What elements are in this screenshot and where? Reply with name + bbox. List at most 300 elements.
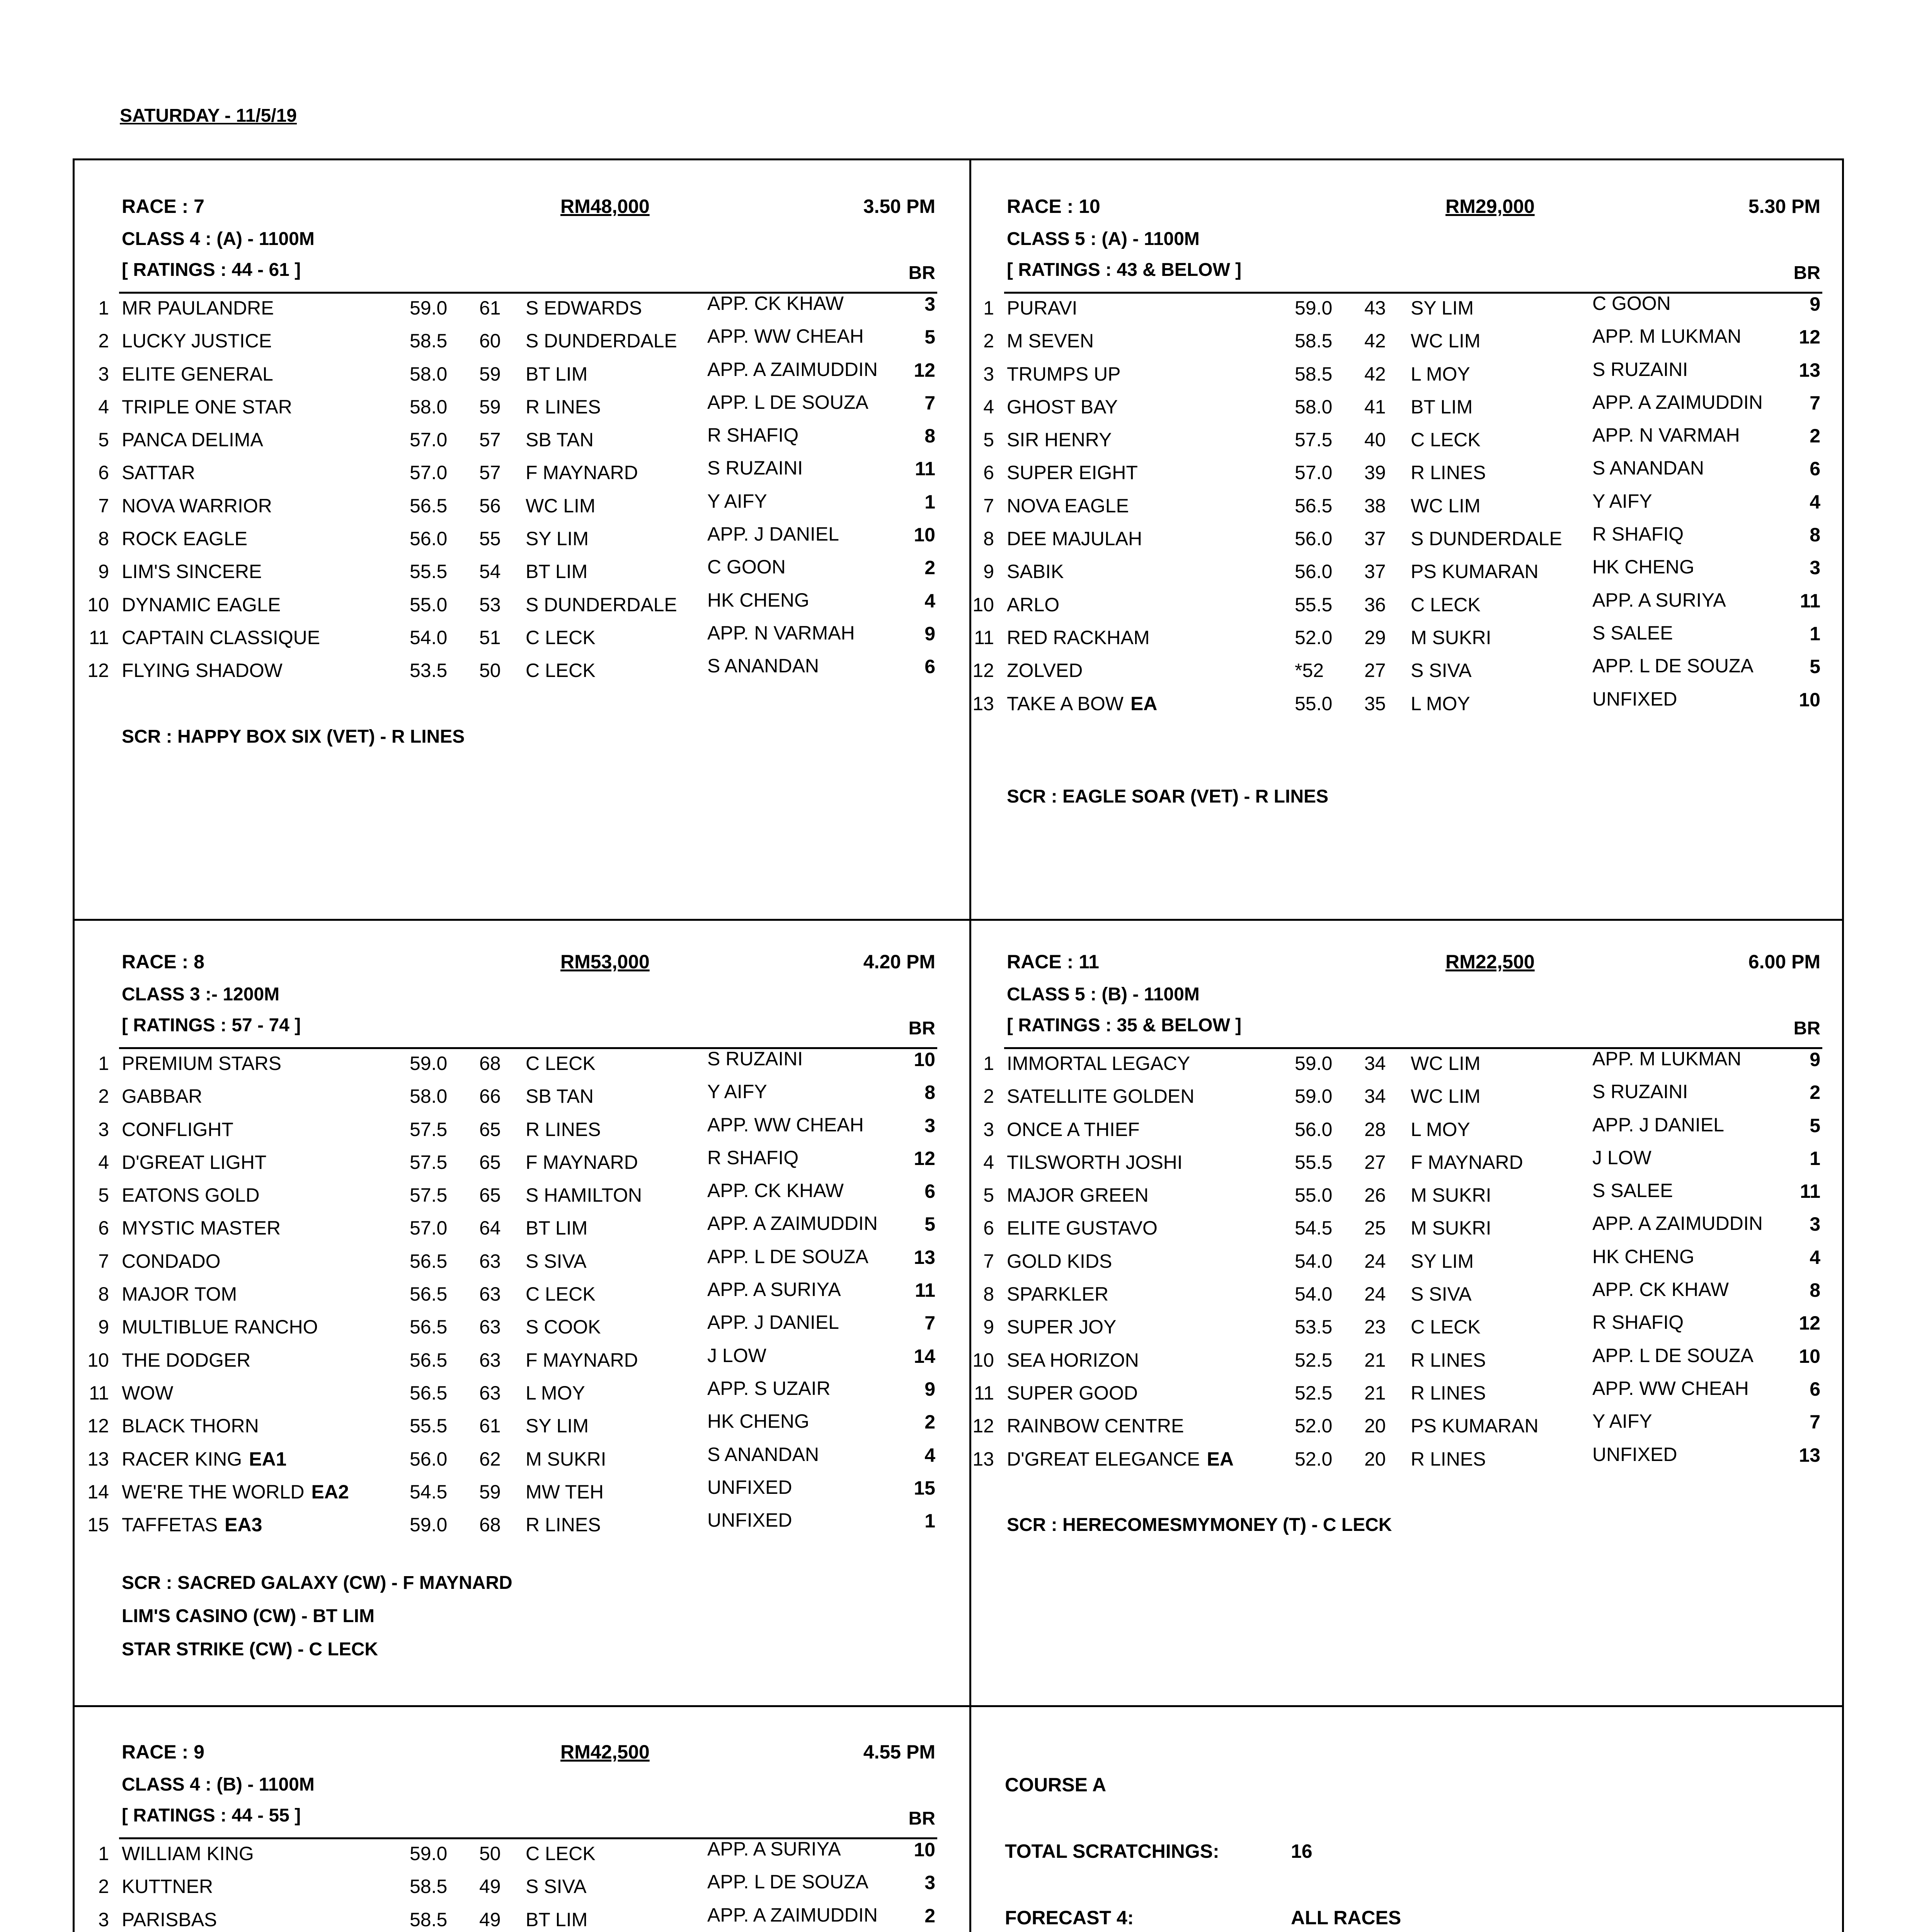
horse-name-text: TILSWORTH JOSHI: [1007, 1151, 1183, 1173]
runner-number: 3: [98, 363, 109, 385]
barrier-draw: 13: [1799, 1444, 1820, 1466]
runner-number: 5: [98, 429, 109, 451]
horse-name-text: MR PAULANDRE: [122, 297, 274, 319]
note-label: FORECAST 4:: [1005, 1907, 1134, 1929]
barrier-draw: 2: [924, 1411, 935, 1433]
scratching-line: SCR : HAPPY BOX SIX (VET) - R LINES: [122, 726, 465, 747]
race-class: CLASS 5 : (A) - 1100M: [1007, 229, 1200, 249]
trainer: R LINES: [526, 1118, 601, 1140]
runner-number: 9: [983, 561, 994, 583]
weight: 55.0: [1295, 692, 1333, 714]
horse-name-text: CONFLIGHT: [122, 1118, 233, 1140]
jockey: S SALEE: [1592, 622, 1673, 644]
barrier-draw: 5: [1810, 656, 1820, 678]
horse-name: [1007, 1052, 1190, 1075]
horse-name: [1007, 1184, 1149, 1206]
trainer: C LECK: [1411, 594, 1481, 616]
barrier-header: BR: [908, 1018, 935, 1039]
runner-row: [958, 1379, 1828, 1412]
ratings-row: [1004, 259, 1822, 294]
weight: 52.5: [1295, 1382, 1333, 1404]
horse-name: [1007, 363, 1120, 385]
jockey: APP. J DANIEL: [707, 523, 839, 545]
horse-name: [1007, 1283, 1108, 1305]
race-class: CLASS 3 :- 1200M: [122, 984, 280, 1005]
horse-name: [122, 659, 283, 682]
jockey: S RUZAINI: [707, 1048, 803, 1070]
horse-name: [1007, 330, 1094, 352]
barrier-draw: 12: [1799, 326, 1820, 348]
race-time: 6.00 PM: [1748, 951, 1820, 973]
runner-number: 4: [983, 1151, 994, 1173]
trainer: S DUNDERDALE: [526, 330, 677, 352]
horse-name-text: PANCA DELIMA: [122, 429, 263, 451]
trainer: MW TEH: [526, 1481, 604, 1503]
barrier-draw: 10: [914, 1049, 935, 1070]
rating: 43: [1364, 297, 1386, 319]
horse-name-text: SABIK: [1007, 561, 1064, 583]
weight: 58.5: [1295, 330, 1333, 352]
horse-name-text: TRUMPS UP: [1007, 363, 1121, 385]
jockey: C GOON: [1592, 293, 1671, 314]
horse-name: [1007, 659, 1083, 682]
weight: 55.5: [410, 561, 448, 583]
horse-name: [122, 1052, 281, 1075]
jockey: J LOW: [707, 1344, 766, 1366]
barrier-draw: 1: [1810, 622, 1820, 645]
runner-number: 14: [87, 1481, 109, 1503]
runner-number: 12: [972, 660, 994, 682]
trainer: L MOY: [1411, 363, 1470, 385]
horse-name-text: FLYING SHADOW: [122, 660, 283, 682]
horse-name: [122, 1382, 173, 1404]
weight: 58.5: [1295, 363, 1333, 385]
rating: 29: [1364, 626, 1386, 648]
trainer: S DUNDERDALE: [526, 594, 677, 616]
horse-name: [1007, 1382, 1138, 1404]
trainer: SY LIM: [526, 1415, 589, 1437]
trainer: F MAYNARD: [526, 462, 638, 484]
trainer: L MOY: [1411, 692, 1470, 714]
runner-row: [73, 1905, 943, 1932]
horse-name-text: MULTIBLUE RANCHO: [122, 1316, 318, 1338]
barrier-draw: 2: [924, 557, 935, 579]
runner-row: [73, 1049, 943, 1082]
race-header: [958, 951, 1828, 984]
horse-name-text: TAFFETAS: [122, 1514, 218, 1536]
runner-row: [958, 1313, 1828, 1345]
runner-row: [73, 1510, 943, 1543]
runner-number: 2: [983, 1085, 994, 1107]
runner-number: 3: [98, 1118, 109, 1140]
runner-number: 9: [98, 561, 109, 583]
trainer: R LINES: [526, 396, 601, 418]
barrier-draw: 1: [924, 491, 935, 513]
rating: 37: [1364, 561, 1386, 583]
trainer: R LINES: [1411, 1448, 1486, 1470]
weight: 55.0: [1295, 1184, 1333, 1206]
runner-number: 9: [98, 1316, 109, 1338]
note-value: 16: [1291, 1840, 1313, 1862]
trainer: C LECK: [526, 1283, 596, 1305]
rating: 23: [1364, 1316, 1386, 1338]
runner-row: [958, 1412, 1828, 1444]
barrier-draw: 15: [914, 1477, 935, 1499]
page-date: SATURDAY - 11/5/19: [120, 105, 297, 126]
race-time: 3.50 PM: [863, 196, 935, 217]
weight: 54.5: [1295, 1217, 1333, 1239]
barrier-draw: 3: [924, 1114, 935, 1136]
horse-name: [122, 495, 272, 517]
jockey: Y AIFY: [1592, 1410, 1652, 1432]
horse-name-text: ARLO: [1007, 594, 1060, 616]
rating: 35: [1364, 692, 1386, 714]
jockey: R SHAFIQ: [707, 424, 799, 446]
horse-name: [1007, 692, 1157, 715]
horse-name-text: SPARKLER: [1007, 1283, 1109, 1305]
trainer: SY LIM: [526, 528, 589, 550]
horse-name: [122, 1217, 281, 1239]
rating: 62: [479, 1448, 501, 1470]
rating: 53: [479, 594, 501, 616]
race-ratings: [ RATINGS : 43 & BELOW ]: [1007, 260, 1242, 280]
jockey: APP. A ZAIMUDDIN: [1592, 391, 1763, 413]
weight: 58.0: [410, 1085, 448, 1107]
weight: 57.0: [410, 1217, 448, 1239]
runner-number: 7: [98, 1250, 109, 1272]
horse-name: [1007, 1349, 1139, 1371]
horse-name-text: CONDADO: [122, 1250, 221, 1272]
rating: 49: [479, 1876, 501, 1898]
runner-number: 11: [89, 1382, 109, 1404]
weight: 58.5: [410, 330, 448, 352]
runner-number: 2: [98, 330, 109, 352]
trainer: PS KUMARAN: [1411, 561, 1539, 583]
barrier-draw: 4: [1810, 1246, 1820, 1268]
trainer: F MAYNARD: [1411, 1151, 1523, 1173]
horse-name-text: GABBAR: [122, 1085, 203, 1107]
horse-name: [1007, 594, 1059, 616]
race-number: RACE : 8: [122, 951, 204, 973]
barrier-draw: 14: [914, 1345, 935, 1367]
rating: 21: [1364, 1382, 1386, 1404]
runner-row: [73, 1115, 943, 1148]
jockey: APP. WW CHEAH: [707, 325, 864, 347]
barrier-draw: 11: [1800, 1180, 1820, 1202]
rating: 50: [479, 660, 501, 682]
trainer: R LINES: [1411, 462, 1486, 484]
barrier-draw: 1: [1810, 1147, 1820, 1169]
runner-row: [73, 524, 943, 557]
jockey: APP. A ZAIMUDDIN: [707, 358, 878, 380]
rating: 39: [1364, 462, 1386, 484]
ratings-row: [119, 1015, 937, 1049]
runner-row: [958, 360, 1828, 393]
course-label: COURSE A: [1005, 1774, 1107, 1796]
race-header: [73, 951, 943, 984]
race-ratings: [ RATINGS : 35 & BELOW ]: [1007, 1015, 1242, 1036]
weight: 55.0: [410, 594, 448, 616]
race-time: 5.30 PM: [1748, 196, 1820, 217]
horse-name-text: SUPER JOY: [1007, 1316, 1117, 1338]
race-ratings: [ RATINGS : 57 - 74 ]: [122, 1015, 301, 1036]
rating: 34: [1364, 1085, 1386, 1107]
weight: 55.5: [410, 1415, 448, 1437]
weight: 58.0: [410, 396, 448, 418]
barrier-draw: 8: [924, 425, 935, 447]
rating: 42: [1364, 363, 1386, 385]
scratchings: [958, 1509, 1828, 1542]
horse-name-text: D'GREAT ELEGANCE: [1007, 1448, 1200, 1470]
jockey: APP. L DE SOUZA: [1592, 1344, 1754, 1366]
runner-row: [958, 1148, 1828, 1181]
runner-row: [958, 1247, 1828, 1280]
scratchings: [73, 720, 943, 753]
runner-list: [73, 294, 943, 689]
runner-row: [73, 557, 943, 590]
horse-name-text: RED RACKHAM: [1007, 626, 1150, 648]
race-number: RACE : 7: [122, 196, 204, 217]
runner-row: [958, 393, 1828, 425]
horse-name-text: DYNAMIC EAGLE: [122, 594, 281, 616]
weight: 58.0: [410, 363, 448, 385]
weight: 57.5: [1295, 429, 1333, 451]
race-prize: RM22,500: [1445, 951, 1535, 973]
trainer: S SIVA: [1411, 1283, 1472, 1305]
barrier-header: BR: [908, 1808, 935, 1829]
runner-row: [73, 1313, 943, 1345]
runner-number: 3: [983, 363, 994, 385]
jockey: UNFIXED: [1592, 1443, 1677, 1465]
trainer: M SUKRI: [526, 1448, 606, 1470]
rating: 56: [479, 495, 501, 517]
trainer: PS KUMARAN: [1411, 1415, 1539, 1437]
runner-row: [73, 656, 943, 689]
weight: 57.5: [410, 1184, 448, 1206]
jockey: UNFIXED: [707, 1476, 792, 1498]
weight: 56.5: [410, 1382, 448, 1404]
weight: 56.5: [410, 495, 448, 517]
jockey: S ANANDAN: [707, 655, 819, 677]
runner-row: [958, 689, 1828, 722]
horse-name: [122, 1250, 221, 1272]
horse-name-text: KUTTNER: [122, 1876, 213, 1898]
trainer: S SIVA: [526, 1250, 587, 1272]
horse-name-text: BLACK THORN: [122, 1415, 259, 1437]
runner-number: 10: [87, 594, 109, 616]
horse-name: [122, 297, 274, 319]
horse-name: [122, 1842, 254, 1865]
barrier-draw: 2: [924, 1905, 935, 1927]
jockey: APP. A ZAIMUDDIN: [707, 1213, 878, 1235]
rating: 63: [479, 1349, 501, 1371]
horse-name: [122, 594, 281, 616]
emergency-acceptor-tag: EA2: [311, 1481, 349, 1503]
horse-name-text: SIR HENRY: [1007, 429, 1112, 451]
trainer: C LECK: [1411, 429, 1481, 451]
runner-number: 13: [972, 692, 994, 714]
weight: 56.5: [410, 1316, 448, 1338]
note-value: ALL RACES: [1291, 1907, 1401, 1929]
trainer: C LECK: [1411, 1316, 1481, 1338]
rating: 42: [1364, 330, 1386, 352]
trainer: BT LIM: [526, 1908, 588, 1930]
horse-name: [1007, 429, 1112, 451]
runner-row: [958, 425, 1828, 458]
runner-number: 15: [87, 1514, 109, 1536]
rating: 24: [1364, 1283, 1386, 1305]
barrier-header: BR: [1793, 1018, 1820, 1039]
rating: 61: [479, 297, 501, 319]
runner-number: 13: [87, 1448, 109, 1470]
runner-row: [73, 1412, 943, 1444]
weight: 54.5: [410, 1481, 448, 1503]
barrier-draw: 5: [924, 1213, 935, 1235]
trainer: WC LIM: [1411, 495, 1481, 517]
runner-row: [958, 327, 1828, 359]
horse-name: [1007, 1151, 1183, 1173]
trainer: BT LIM: [1411, 396, 1473, 418]
rating: 66: [479, 1085, 501, 1107]
weight: 57.0: [410, 429, 448, 451]
runner-number: 6: [983, 1217, 994, 1239]
weight: 56.0: [410, 528, 448, 550]
weight: 59.0: [410, 297, 448, 319]
jockey: APP. WW CHEAH: [1592, 1377, 1749, 1399]
weight: 56.5: [410, 1283, 448, 1305]
weight: 56.0: [1295, 561, 1333, 583]
barrier-draw: 8: [1810, 1279, 1820, 1301]
runner-number: 2: [98, 1876, 109, 1898]
runner-row: [73, 393, 943, 425]
weight: 56.5: [410, 1250, 448, 1272]
runner-number: 11: [974, 626, 994, 648]
jockey: J LOW: [1592, 1146, 1651, 1168]
horse-name-text: ROCK EAGLE: [122, 528, 248, 550]
rating: 50: [479, 1843, 501, 1864]
runner-row: [73, 1148, 943, 1181]
rating: 20: [1364, 1415, 1386, 1437]
horse-name: [122, 1283, 237, 1305]
horse-name: [122, 1875, 213, 1898]
runner-number: 5: [98, 1184, 109, 1206]
horse-name-text: RACER KING: [122, 1448, 242, 1470]
weight: 55.5: [1295, 594, 1333, 616]
horse-name-text: SATELLITE GOLDEN: [1007, 1085, 1195, 1107]
jockey: S ANANDAN: [1592, 457, 1704, 479]
rating: 34: [1364, 1053, 1386, 1074]
runner-row: [73, 1082, 943, 1115]
weight: 59.0: [410, 1514, 448, 1536]
barrier-header: BR: [1793, 263, 1820, 283]
barrier-draw: 1: [924, 1510, 935, 1532]
trainer: SB TAN: [526, 429, 594, 451]
rating: 36: [1364, 594, 1386, 616]
runner-number: 11: [974, 1382, 994, 1404]
jockey: APP. N VARMAH: [1592, 424, 1740, 446]
barrier-draw: 10: [1799, 689, 1820, 711]
jockey: APP. A ZAIMUDDIN: [1592, 1213, 1763, 1235]
runner-number: 9: [983, 1316, 994, 1338]
runner-number: 4: [98, 1151, 109, 1173]
runner-row: [73, 327, 943, 359]
race-header: [958, 195, 1828, 228]
rating: 27: [1364, 660, 1386, 682]
horse-name: [1007, 1448, 1234, 1470]
barrier-draw: 3: [924, 293, 935, 315]
jockey: Y AIFY: [707, 1081, 767, 1103]
horse-name-text: LUCKY JUSTICE: [122, 330, 272, 352]
horse-name: [122, 396, 292, 418]
jockey: Y AIFY: [1592, 490, 1652, 512]
trainer: S DUNDERDALE: [1411, 528, 1562, 550]
runner-number: 3: [983, 1118, 994, 1140]
weight: 58.5: [410, 1876, 448, 1898]
rating: 59: [479, 363, 501, 385]
horse-name-text: GHOST BAY: [1007, 396, 1118, 418]
scratching-line: LIM'S CASINO (CW) - BT LIM: [122, 1606, 375, 1627]
trainer: S SIVA: [1411, 660, 1472, 682]
jockey: R SHAFIQ: [1592, 1311, 1684, 1333]
barrier-draw: 3: [924, 1872, 935, 1894]
note-label: TOTAL SCRATCHINGS:: [1005, 1840, 1219, 1862]
runner-row: [73, 360, 943, 393]
runner-number: 6: [983, 462, 994, 484]
weight: 58.5: [410, 1908, 448, 1930]
horse-name: [1007, 1217, 1158, 1239]
horse-name: [122, 1151, 266, 1173]
scratching-line: STAR STRIKE (CW) - C LECK: [122, 1639, 378, 1660]
barrier-draw: 12: [914, 359, 935, 381]
horse-name: [122, 1514, 262, 1536]
horse-name-text: NOVA WARRIOR: [122, 495, 272, 517]
horse-name: [122, 1908, 217, 1931]
horse-name-text: SUPER GOOD: [1007, 1382, 1138, 1404]
runner-list: [958, 294, 1828, 722]
jockey: APP. CK KHAW: [707, 293, 844, 314]
weight: 58.0: [1295, 396, 1333, 418]
emergency-acceptor-tag: EA: [1207, 1448, 1234, 1470]
rating: 59: [479, 396, 501, 418]
runner-row: [73, 590, 943, 623]
horse-name-text: SATTAR: [122, 462, 195, 484]
trainer: WC LIM: [1411, 1053, 1481, 1074]
rating: 40: [1364, 429, 1386, 451]
weight: 54.0: [1295, 1250, 1333, 1272]
runner-number: 1: [98, 1053, 109, 1074]
trainer: L MOY: [526, 1382, 585, 1404]
weight: *52: [1295, 660, 1324, 682]
scratchings: [958, 780, 1828, 813]
jockey: Y AIFY: [707, 490, 767, 512]
jockey: R SHAFIQ: [1592, 523, 1684, 545]
horse-name-text: GOLD KIDS: [1007, 1250, 1112, 1272]
rating: 27: [1364, 1151, 1386, 1173]
runner-number: 5: [983, 429, 994, 451]
rating: 21: [1364, 1349, 1386, 1371]
runner-row: [73, 1214, 943, 1247]
barrier-draw: 2: [1810, 1082, 1820, 1104]
runner-number: 6: [98, 462, 109, 484]
race-panel: [958, 951, 1828, 1542]
trainer: WC LIM: [1411, 330, 1481, 352]
race-prize: RM48,000: [560, 196, 650, 217]
ratings-row: [119, 259, 937, 294]
barrier-draw: 11: [915, 1279, 935, 1301]
runner-row: [958, 1445, 1828, 1478]
trainer: C LECK: [526, 660, 596, 682]
trainer: M SUKRI: [1411, 1217, 1491, 1239]
